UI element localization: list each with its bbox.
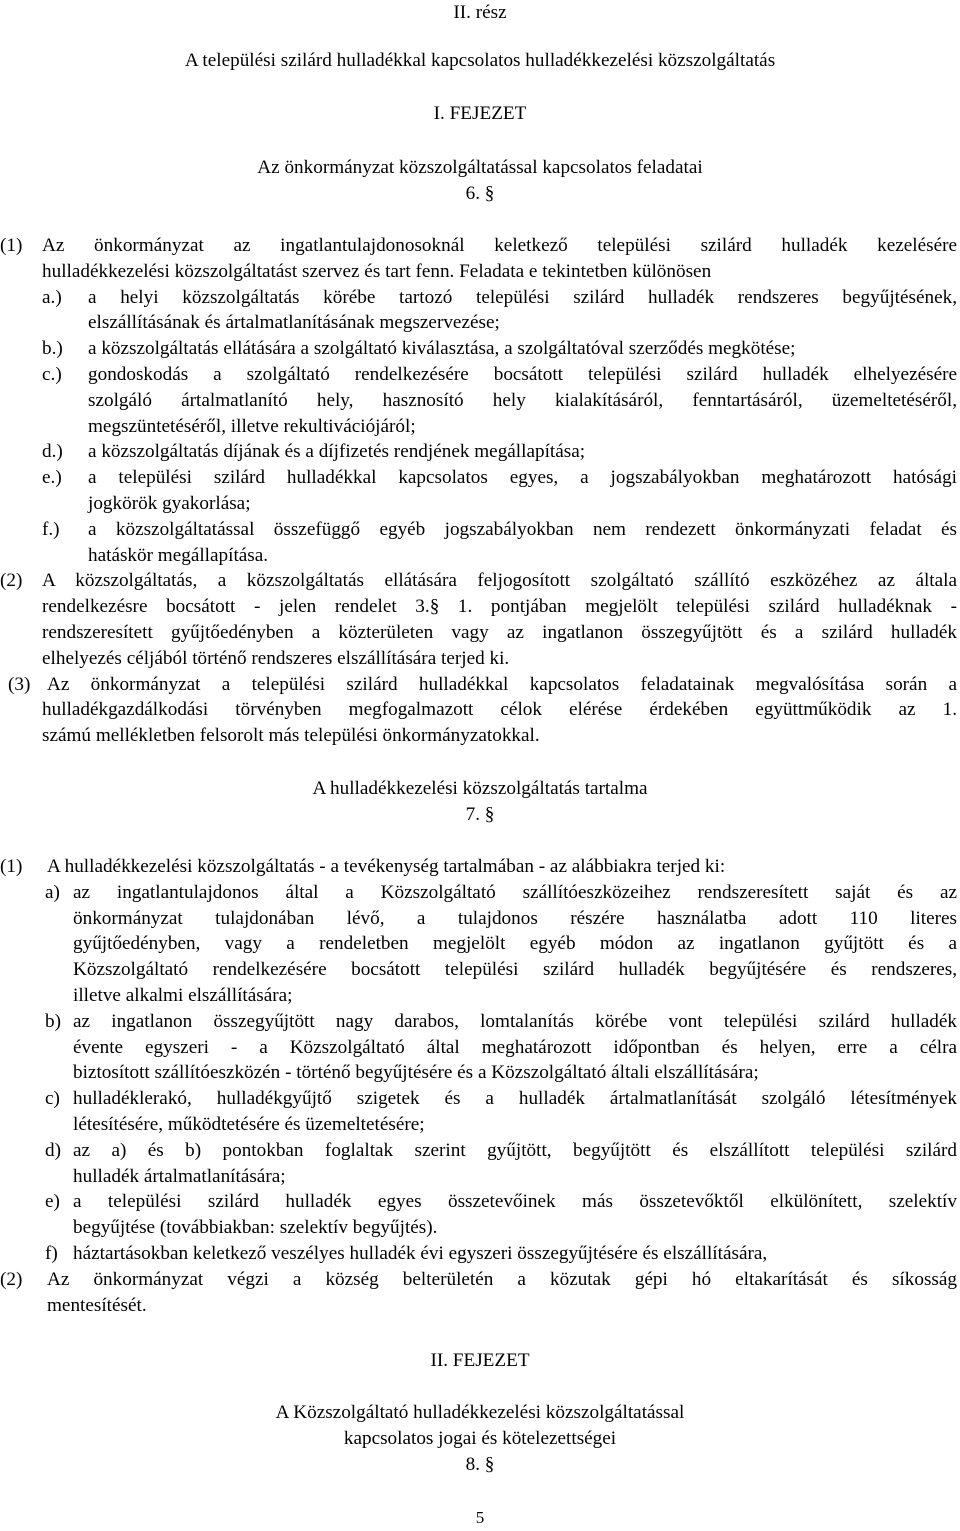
item-text: elszállításának és ártalmatlanításának megszervezése; [88,312,500,334]
item-label: d.) [42,441,63,463]
item-text: rendszeresített gyűjtőedényben a közterületen vagy az ingatlanon összegyűjtött és a szilárd hulladék [42,621,957,643]
item-label: f) [45,1242,58,1264]
s7-item-line [0,1189,960,1215]
s6-item-line [0,233,960,259]
item-text: a közszolgáltatás díjának és a díjfizetés rendjének megállapítása; [88,441,586,463]
item-text: a közszolgáltatással összefüggő egyéb jogszabályokban nem rendezett önkormányzati feladat és [88,518,957,540]
item-text: illetve alkalmi elszállítására; [73,984,293,1006]
item-text: önkormányzat tulajdonában lévő, a tulajdonos részére használatba adott 110 literes [73,907,957,929]
item-text: hulladéklerakó, hulladékgyűjtő szigetek és a hulladék ártalmatlanítását szolgáló létesítmények [73,1088,957,1110]
item-text: Az önkormányzat az ingatlantulajdonosoknál keletkező települési szilárd hulladék kezelésére [42,235,957,256]
item-text: hulladékgazdálkodási törvényben megfogalmazott célok elérése érdekében együttműködik az 1. [42,699,957,721]
item-text: gondoskodás a szolgáltató rendelkezésére bocsátott települési szilárd hulladék elhelyezésére [88,363,957,385]
s6-item-line [0,362,960,388]
part-heading: II. rész [453,2,507,23]
item-label: (1) [0,235,23,256]
item-text: rendelkezésre bocsátott - jelen rendelet 3.§ 1. pontjában megjelölt települési szilárd hulladéknak - [42,596,957,618]
item-text: szolgáló ártalmatlanító hely, hasznosító hely kialakításáról, fenntartásáról, üzemeltetéséről, [88,389,957,411]
item-text: A közszolgáltatás, a közszolgáltatás ellátására feljogosított szolgáltató szállító eszközéhez az általa [42,570,957,592]
item-text: a települési szilárd hulladék egyes összetevőinek más összetevőktől elkülönített, szelektív [73,1191,957,1213]
item-text: számú mellékletben felsorolt más települési önkormányzatokkal. [42,725,540,747]
item-text: mentesítését. [47,1294,147,1316]
s7-item-line [0,1112,960,1138]
s7-item-line [0,880,960,906]
section-6-body [0,233,960,749]
s7-item-line [0,983,960,1009]
item-text: az a) és b) pontokban foglaltak szerint gyűjtött, begyűjtött és elszállított települési szilárd [73,1139,957,1161]
s7-item-line [0,1215,960,1241]
item-label: (2) [0,570,23,592]
s6-item-line [0,723,960,749]
item-text: hulladék ártalmatlanítására; [73,1165,286,1187]
item-text: Az önkormányzat végzi a község belterületén a közutak gépi hó eltakarítását és síkosság [47,1268,957,1290]
s6-item-line [0,517,960,543]
page-number: 5 [475,1508,485,1527]
s7-item-line [0,1086,960,1112]
item-text: hatáskör megállapítása. [88,544,269,566]
item-text: az ingatlanon összegyűjtött nagy darabos, lomtalanítás körébe vont települési szilárd hulladék [73,1010,957,1032]
s7-item-line [0,1060,960,1086]
s6-item-line [0,594,960,620]
item-label: a.) [42,286,62,308]
s7-item-line [0,1009,960,1035]
s6-item-line [0,697,960,723]
item-text: begyűjtése (továbbiakban: szelektív begyűjtés). [73,1217,438,1239]
item-label: a) [45,881,60,903]
item-label: e.) [42,467,62,489]
item-label: e) [45,1191,60,1213]
item-label: f.) [42,518,60,540]
item-text: megszüntetéséről, illetve rekultivációjáról; [88,415,416,437]
item-text: biztosított szállítóeszközén - történő begyűjtésére és a Közszolgáltató általi elszállítására; [73,1062,759,1084]
s6-item-line [0,672,960,698]
s6-item-line [0,388,960,414]
s7-item-line [0,1138,960,1164]
item-label: (2) [0,1268,23,1290]
item-text: jogkörök gyakorlása; [88,492,251,514]
item-text: elhelyezés céljából történő rendszeres elszállítására terjed ki. [42,647,510,669]
s6-item-line [0,310,960,336]
item-label: c.) [42,363,62,385]
item-text: a települési szilárd hulladékkal kapcsolatos egyes, a jogszabályokban meghatározott hatósági [88,467,957,489]
s6-item-line [0,543,960,569]
s6-item-line [0,465,960,491]
item-text: létesítésére, működtetésére és üzemeltetésére; [73,1113,425,1135]
item-text: gyűjtőedényben, vagy a rendeletben megjelölt egyéb módon az ingatlanon gyűjtött és a [73,933,957,955]
section-7-title: A hulladékkezelési közszolgáltatás tartalma [312,778,648,799]
item-text: a helyi közszolgáltatás körébe tartozó települési szilárd hulladék rendszeres begyűjtésének, [88,286,957,308]
item-label: (1) [0,856,23,877]
section-7-body [0,854,960,1318]
chapter-2-title-line-2: kapcsolatos jogai és kötelezettségei [343,1428,617,1449]
s6-item-line [0,646,960,672]
item-label: (3) [8,673,31,695]
item-label: b) [45,1010,61,1032]
chapter-2-title-line-1: A Közszolgáltató hulladékkezelési közszolgáltatással [275,1402,685,1423]
part-subtitle: A települési szilárd hulladékkal kapcsolatos hulladékkezelési közszolgáltatás [184,50,776,71]
section-number: 6. § [465,183,495,204]
s6-item-line [0,336,960,362]
s6-item-line [0,285,960,311]
section-7-number: 7. § [465,804,495,825]
s7-item-line [0,1241,960,1267]
item-text: A hulladékkezelési közszolgáltatás - a tevékenység tartalmában - az alábbiakra terjed ki: [47,856,726,877]
item-text: Közszolgáltató rendelkezésére bocsátott települési szilárd hulladék begyűjtésére és rendszeres, [73,959,957,981]
item-text: hulladékkezelési közszolgáltatást szervez és tart fenn. Feladata e tekintetben különösen [42,260,712,282]
s6-item-line [0,414,960,440]
item-label: b.) [42,338,63,360]
s7-item-line [0,957,960,983]
s7-item-line [0,1293,960,1319]
item-text: Az önkormányzat a települési szilárd hulladékkal kapcsolatos feladatainak megvalósítása során a [47,673,957,695]
s6-item-line [0,259,960,285]
s6-item-line [0,620,960,646]
item-label: d) [45,1139,61,1161]
item-text: a közszolgáltatás ellátására a szolgáltató kiválasztása, a szolgáltatóval szerződés megkötése; [88,338,796,360]
section-8-number: 8. § [465,1454,495,1475]
s7-item-line [0,854,960,880]
s6-item-line [0,491,960,517]
chapter-heading: I. FEJEZET [433,103,527,124]
s7-item-line [0,1164,960,1190]
s7-item-line [0,931,960,957]
s7-item-line [0,1267,960,1293]
item-label: c) [45,1088,60,1110]
section-title: Az önkormányzat közszolgáltatással kapcsolatos feladatai [257,157,703,178]
s6-item-line [0,568,960,594]
s7-item-line [0,906,960,932]
item-text: háztartásokban keletkező veszélyes hulladék évi egyszeri összegyűjtésére és elszállítására, [73,1242,768,1264]
s6-item-line [0,439,960,465]
s7-item-line [0,1035,960,1061]
item-text: évente egyszeri - a Közszolgáltató által meghatározott időpontban és helyen, erre a célra [73,1036,957,1058]
chapter-2-heading: II. FEJEZET [430,1350,530,1371]
item-text: az ingatlantulajdonos által a Közszolgáltató szállítóeszközeihez rendszeresített saját és az [73,881,957,903]
